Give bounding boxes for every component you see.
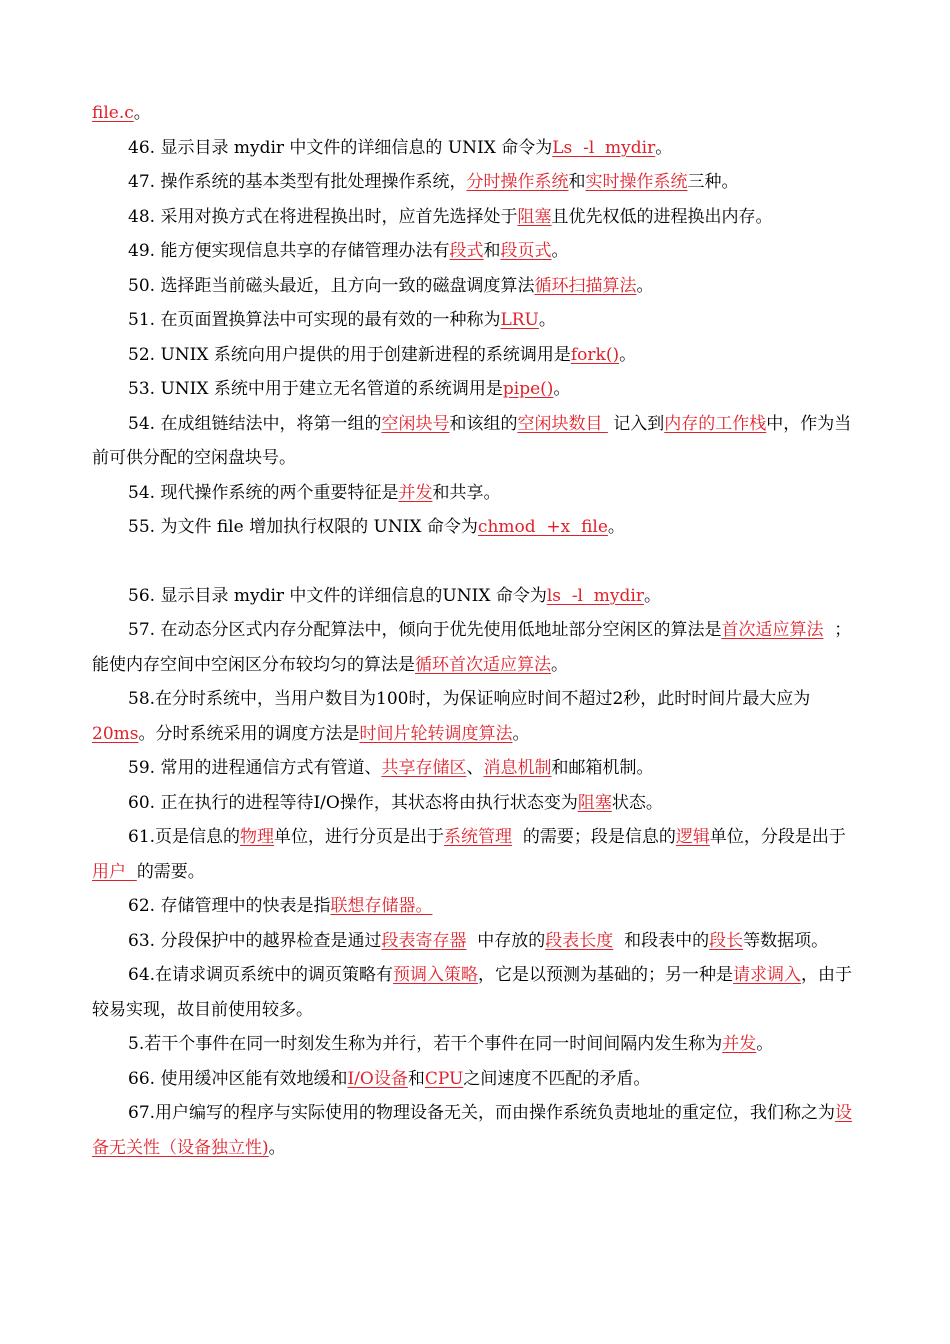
answer-text: chmod +x file	[477, 517, 608, 537]
question-line	[92, 751, 862, 786]
question-text: 、	[466, 758, 484, 778]
question-line	[92, 820, 862, 889]
question-text: 64.在请求调页系统中的调页策略有	[128, 965, 394, 985]
answer-text: Ls -l mydir	[552, 137, 656, 158]
question-text: 单位，进行分页是出于	[274, 827, 445, 847]
question-text: 。	[538, 310, 556, 330]
question-text: 且优先权低的进程换出内存。	[551, 206, 773, 227]
question-text: 单位，分段是出于	[709, 827, 846, 847]
document-body	[92, 96, 862, 1165]
question-text: 51. 在页面置换算法中可实现的最有效的一种称为	[128, 310, 501, 330]
answer-text: 20ms	[92, 723, 139, 744]
question-line	[92, 372, 862, 407]
question-text: 60. 正在执行的进程等待I/O操作，其状态将由执行状态变为	[128, 792, 578, 813]
question-text: 5.若干个事件在同一时刻发生称为并行，若干个事件在同一时间间隔内发生称为	[128, 1034, 723, 1054]
question-text: 52. UNIX 系统向用户提供的用于创建新进程的系统调用是	[128, 344, 571, 365]
answer-text: pipe()	[502, 379, 554, 399]
question-text: 和共享。	[432, 482, 501, 503]
question-line	[92, 958, 862, 1027]
answer-text: 消息机制	[483, 758, 552, 778]
question-text: ，由于较易实现，故目前使用较多。	[92, 965, 853, 1020]
answer-text: 首次适应算法	[721, 620, 824, 640]
question-text: 和邮箱机制。	[551, 758, 654, 778]
question-text: 和	[568, 172, 586, 192]
question-line	[92, 200, 862, 235]
question-text: 54. 现代操作系统的两个重要特征是	[128, 482, 399, 503]
question-text: 。	[551, 241, 569, 261]
question-text: 。	[619, 344, 637, 365]
answer-text: 并发	[398, 482, 433, 503]
question-text: 。	[607, 517, 625, 537]
question-line	[92, 131, 862, 166]
question-text: 66. 使用缓冲区能有效地缓和	[128, 1068, 348, 1089]
question-line	[92, 476, 862, 511]
question-line	[92, 407, 862, 476]
question-text: 56. 显示目录 mydir 中文件的详细信息的UNIX 命令为	[128, 585, 547, 606]
question-text: 状态。	[611, 792, 663, 813]
question-text: 49. 能方便实现信息共享的存储管理办法有	[128, 241, 450, 261]
answer-text: 用户	[92, 861, 137, 882]
question-text: 59. 常用的进程通信方式有管道、	[128, 758, 382, 778]
question-text: 。	[553, 379, 571, 399]
question-line	[92, 234, 862, 269]
question-text: 46. 显示目录 mydir 中文件的详细信息的 UNIX 命令为	[128, 137, 553, 158]
answer-text: 循环首次适应算法	[415, 654, 551, 675]
question-line	[92, 786, 862, 821]
question-text: 58.在分时系统中，当用户数目为100时，为保证响应时间不超过2秒，此时时间片最大应为	[128, 689, 811, 709]
question-text: 和该组的	[449, 413, 518, 434]
question-line	[92, 1027, 862, 1062]
question-text: 。	[643, 585, 661, 606]
question-text: 。	[636, 275, 654, 296]
question-text: 67.用户编写的程序与实际使用的物理设备无关，而由操作系统负责地址的重定位，我们称之为	[128, 1103, 836, 1123]
answer-text: 段长	[709, 930, 744, 951]
question-text: 57. 在动态分区式内存分配算法中，倾向于优先使用低地址部分空闲区的算法是	[128, 620, 722, 640]
question-text: 三种。	[687, 172, 739, 192]
question-line	[92, 338, 862, 373]
question-line	[92, 1062, 862, 1097]
question-text: 55. 为文件 file 增加执行权限的 UNIX 命令为	[128, 517, 478, 537]
answer-text: 物理	[240, 827, 275, 847]
question-text: 。	[268, 1137, 286, 1158]
question-line	[92, 924, 862, 959]
question-text: 记入到	[607, 413, 665, 434]
answer-text: ls -l mydir	[546, 585, 644, 606]
answer-text: 阻塞	[577, 792, 612, 813]
answer-text: 段表长度	[545, 930, 614, 951]
question-text: 61.页是信息的	[128, 827, 241, 847]
question-line	[92, 1096, 862, 1165]
question-text: 53. UNIX 系统中用于建立无名管道的系统调用是	[128, 379, 503, 399]
question-text: 中存放的	[466, 930, 546, 951]
question-line	[92, 510, 862, 545]
question-text: 。	[512, 723, 530, 744]
answer-text: 共享存储区	[381, 758, 467, 778]
question-text: 54. 在成组链结法中，将第一组的	[128, 413, 382, 434]
answer-text: file.c	[92, 103, 134, 123]
answer-text: 段式	[449, 241, 484, 261]
question-text: 。分时系统采用的调度方法是	[138, 723, 360, 744]
answer-text: CPU	[424, 1068, 464, 1089]
answer-text: 内存的工作栈	[664, 413, 767, 434]
answer-text: I/O设备	[347, 1068, 408, 1089]
question-line	[92, 682, 862, 751]
question-text: 63. 分段保护中的越界检查是通过	[128, 930, 382, 951]
question-text: ；能使内存空间中空闲区分布较均匀的算法是	[92, 620, 852, 675]
question-line	[92, 579, 862, 614]
answer-text: 时间片轮转调度算法	[359, 723, 513, 744]
question-line	[92, 165, 862, 200]
question-text: 47. 操作系统的基本类型有批处理操作系统，	[128, 172, 467, 192]
answer-text: fork()	[570, 344, 620, 365]
question-text: 和	[483, 241, 501, 261]
question-line	[92, 889, 862, 924]
question-text: 。	[756, 1034, 774, 1054]
question-line	[92, 613, 862, 682]
answer-text: 循环扫描算法	[534, 275, 637, 296]
answer-text: 分时操作系统	[466, 172, 569, 192]
question-text: 50. 选择距当前磁头最近，且方向一致的磁盘调度算法	[128, 275, 535, 296]
question-text: 的需要；段是信息的	[512, 827, 676, 847]
question-text: 中，作为当前可供分配的空闲盘块号。	[92, 413, 852, 468]
question-line	[92, 303, 862, 338]
question-text: 48. 采用对换方式在将进程换出时，应首先选择处于	[128, 206, 518, 227]
question-text: 和	[407, 1068, 425, 1089]
answer-text: 并发	[722, 1034, 757, 1054]
answer-text: 阻塞	[517, 206, 552, 227]
question-text: 的需要。	[136, 861, 205, 882]
question-text: 。	[551, 654, 568, 675]
answer-text: 联想存储器。	[330, 896, 433, 916]
question-line	[92, 269, 862, 304]
question-text: 之间速度不匹配的矛盾。	[463, 1068, 651, 1089]
question-text: 等数据项。	[743, 930, 829, 951]
answer-text: 预调入策略	[393, 965, 479, 985]
question-text: 。	[655, 137, 673, 158]
answer-text: 段表寄存器	[381, 930, 467, 951]
answer-text: 空闲块数目	[517, 413, 608, 434]
question-text: 62. 存储管理中的快表是指	[128, 896, 331, 916]
question-text: ，它是以预测为基础的；另一种是	[478, 965, 734, 985]
answer-text: LRU	[500, 310, 539, 330]
blank-line	[92, 545, 862, 579]
question-text: 。	[133, 103, 151, 123]
question-line	[92, 96, 862, 131]
answer-text: 系统管理	[444, 827, 513, 847]
answer-text: 请求调入	[733, 965, 802, 985]
answer-text: 段页式	[500, 241, 552, 261]
answer-text: 空闲块号	[381, 413, 450, 434]
question-text: 和段表中的	[613, 930, 710, 951]
answer-text: 设备无关性（设备独立性)	[92, 1103, 853, 1158]
answer-text: 逻辑	[675, 827, 710, 847]
answer-text: 实时操作系统	[585, 172, 688, 192]
